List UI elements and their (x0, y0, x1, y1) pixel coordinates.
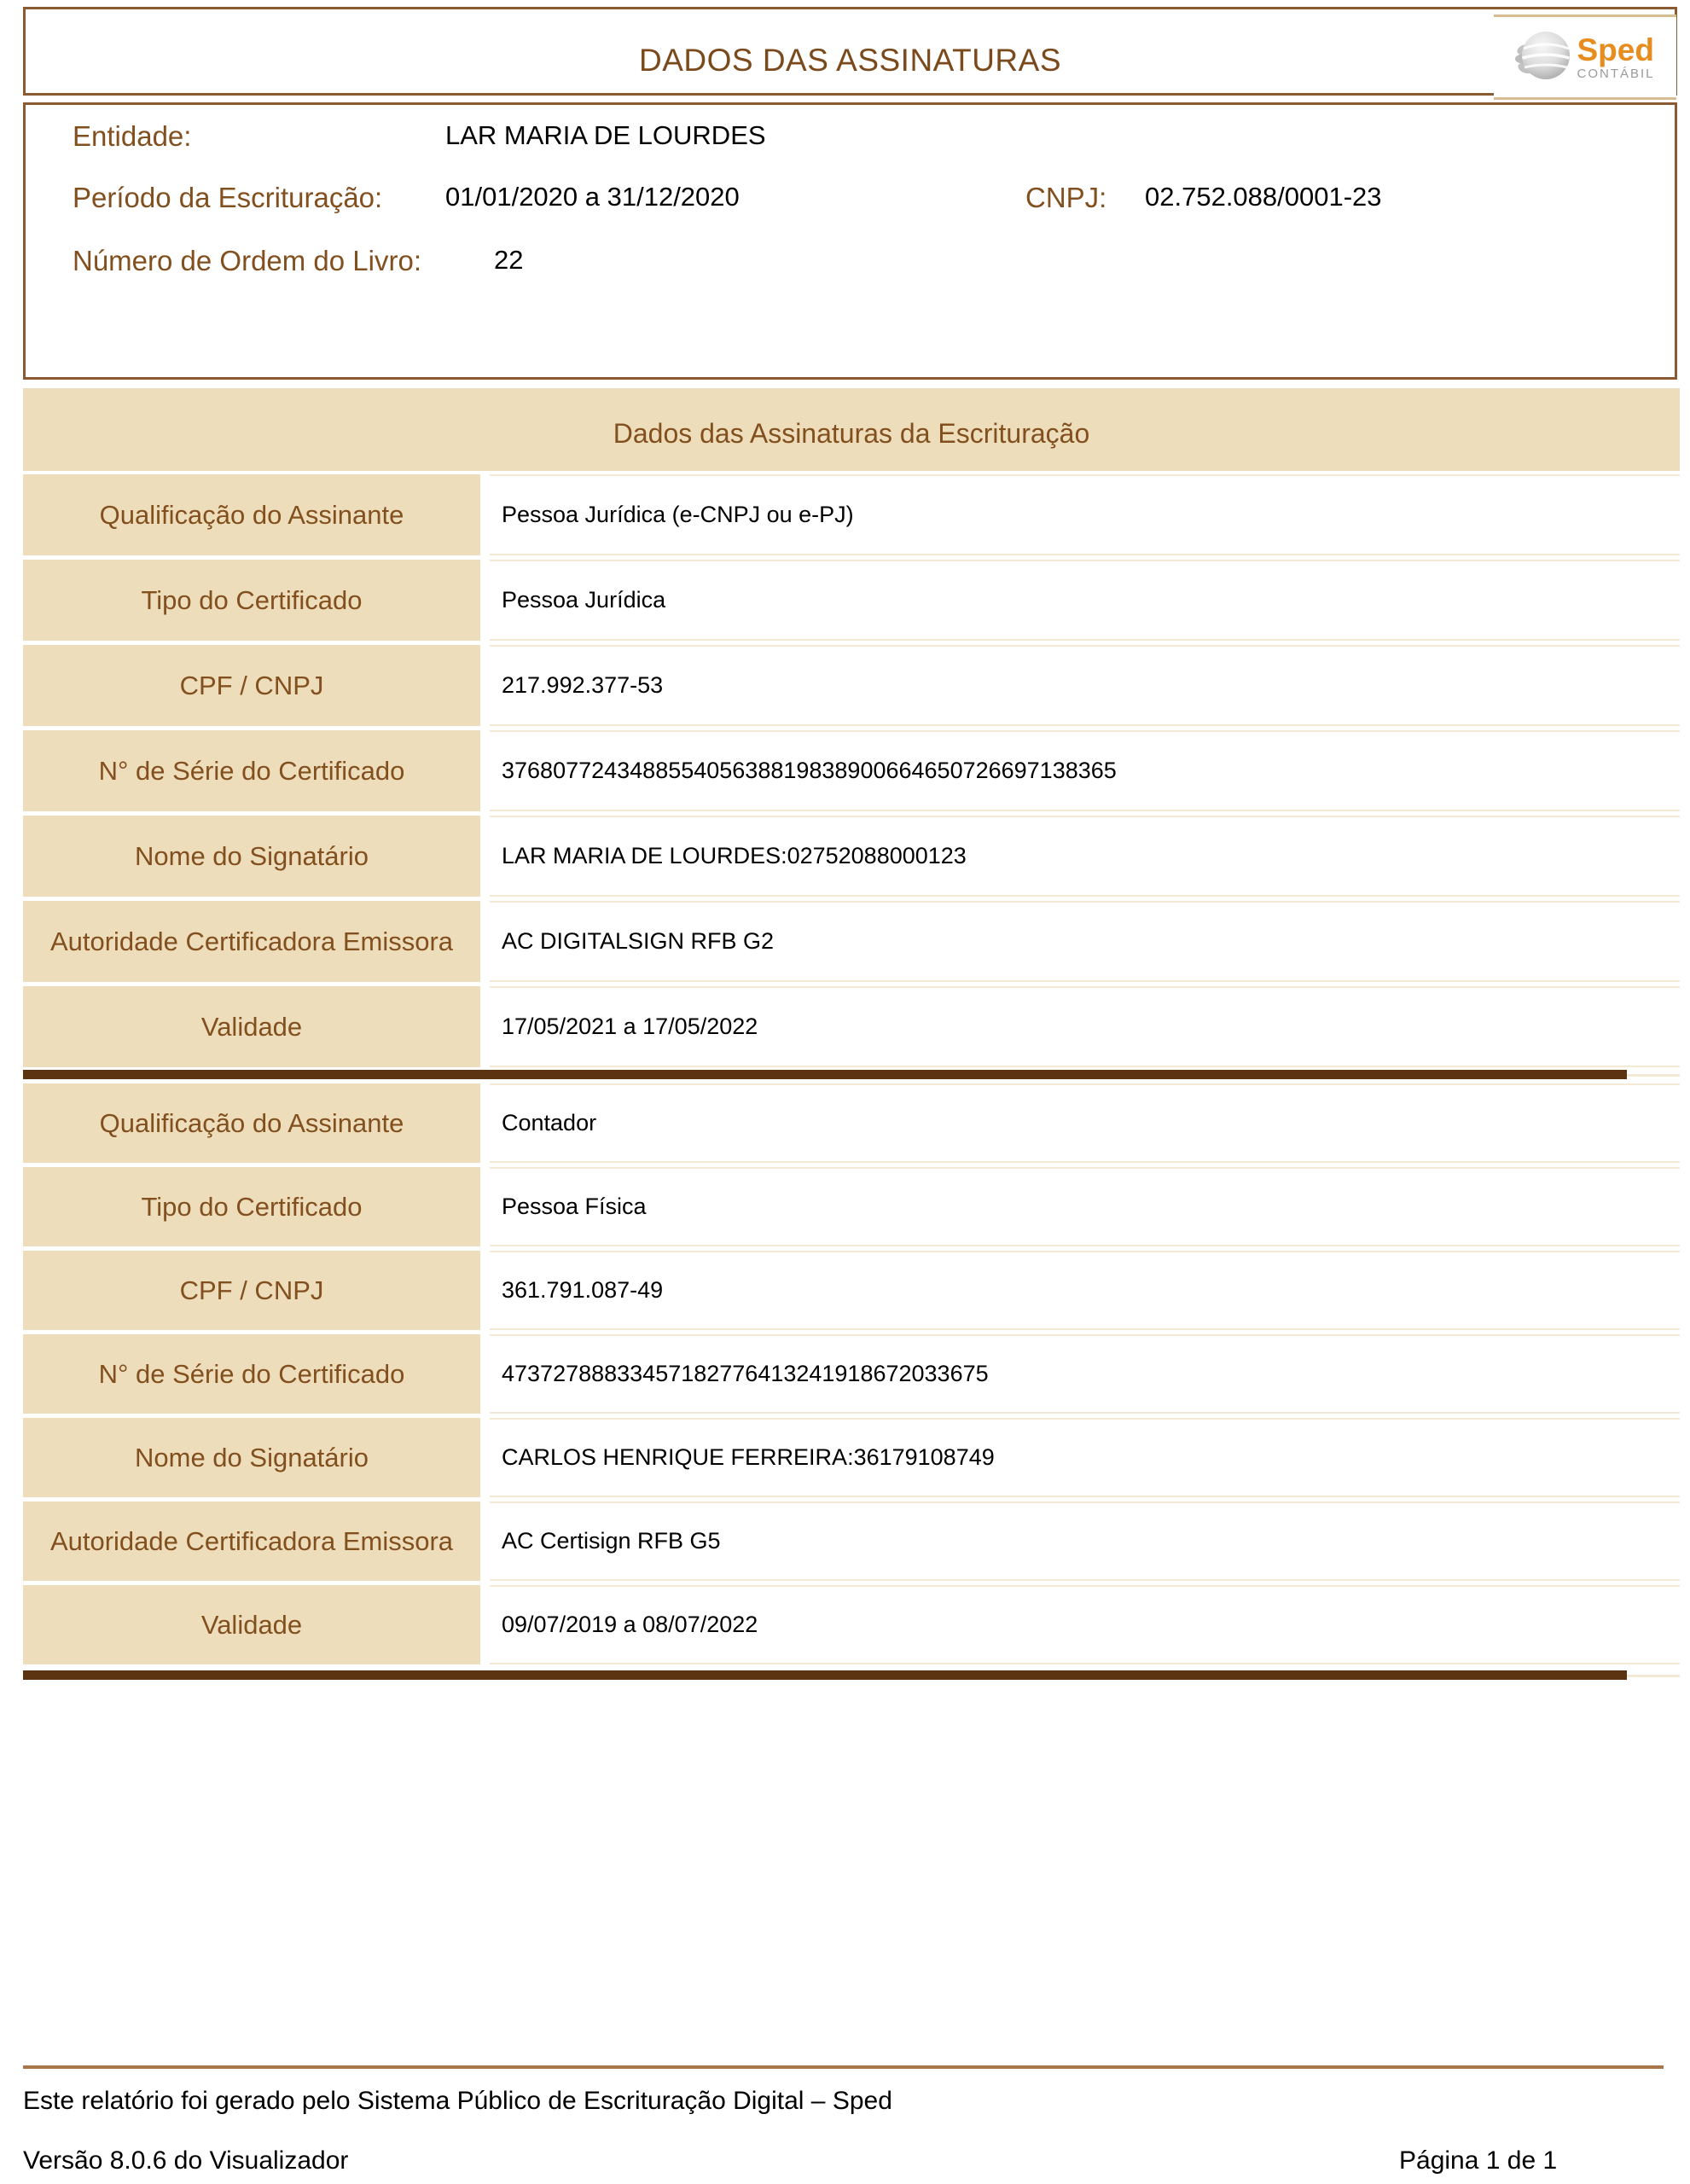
row-value: Pessoa Jurídica (e-CNPJ ou e-PJ) (490, 474, 1680, 555)
cnpj-value: 02.752.088/0001-23 (1145, 182, 1382, 212)
row-label: Qualificação do Assinante (23, 1083, 480, 1163)
row-value: Contador (490, 1083, 1680, 1163)
logo-brand-text: Sped (1577, 32, 1654, 67)
table-row (23, 1585, 1680, 1664)
row-label: Qualificação do Assinante (23, 474, 480, 555)
row-label: N° de Série do Certificado (23, 1334, 480, 1414)
row-label: Tipo do Certificado (23, 1167, 480, 1246)
row-label: Autoridade Certificadora Emissora (23, 1502, 480, 1581)
block-separator (23, 1070, 1627, 1079)
entity-label: Entidade: (73, 120, 192, 152)
period-label: Período da Escrituração: (73, 182, 383, 213)
footer-page-number: Página 1 de 1 (1399, 2146, 1558, 2175)
table-row (23, 1251, 1680, 1330)
report-header (23, 7, 1677, 96)
section-title: Dados das Assinaturas da Escrituração (613, 418, 1090, 449)
book-order-value: 22 (494, 245, 524, 275)
row-value: 17/05/2021 a 17/05/2022 (490, 986, 1680, 1067)
row-value: CARLOS HENRIQUE FERREIRA:36179108749 (490, 1418, 1680, 1497)
table-row (23, 1418, 1680, 1497)
logo-product-text: CONTÁBIL (1577, 67, 1655, 81)
entity-info-box (23, 102, 1677, 380)
entity-row (26, 120, 1675, 158)
row-label: Nome do Signatário (23, 1418, 480, 1497)
table-row (23, 1502, 1680, 1581)
table-row (23, 474, 1680, 555)
signer-2-table (23, 1083, 1680, 1669)
table-row (23, 560, 1680, 641)
row-label: CPF / CNPJ (23, 1251, 480, 1330)
entity-value: LAR MARIA DE LOURDES (445, 120, 766, 150)
period-value: 01/01/2020 a 31/12/2020 (445, 182, 740, 212)
table-row (23, 1167, 1680, 1246)
row-label: Autoridade Certificadora Emissora (23, 901, 480, 982)
row-value: AC Certisign RFB G5 (490, 1502, 1680, 1581)
row-value: 47372788833457182776413241918672033675 (490, 1334, 1680, 1414)
table-row (23, 1334, 1680, 1414)
signer-1-table (23, 474, 1680, 1072)
page-title: DADOS DAS ASSINATURAS (638, 43, 1062, 78)
table-row (23, 986, 1680, 1067)
book-order-label: Número de Ordem do Livro: (73, 245, 422, 276)
row-value: AC DIGITALSIGN RFB G2 (490, 901, 1680, 982)
footer-version: Versão 8.0.6 do Visualizador (23, 2146, 349, 2175)
row-value: 361.791.087-49 (490, 1251, 1680, 1330)
sped-sphere-icon (1515, 27, 1571, 88)
table-row (23, 645, 1680, 726)
row-value: Pessoa Jurídica (490, 560, 1680, 641)
table-row (23, 901, 1680, 982)
logo-wordmark (1577, 34, 1654, 80)
row-label: Tipo do Certificado (23, 560, 480, 641)
block-separator (23, 1670, 1627, 1680)
separator-tail (1627, 1074, 1680, 1077)
footer-generated-by: Este relatório foi gerado pelo Sistema Público de Escrituração Digital – Sped (23, 2087, 892, 2115)
table-row (23, 816, 1680, 897)
row-label: CPF / CNPJ (23, 645, 480, 726)
period-row (26, 182, 1675, 219)
section-header (23, 388, 1680, 471)
table-row (23, 1083, 1680, 1163)
row-value: LAR MARIA DE LOURDES:02752088000123 (490, 816, 1680, 897)
separator-tail (1627, 1675, 1680, 1677)
cnpj-label: CNPJ: (1025, 182, 1107, 213)
table-row (23, 730, 1680, 811)
sped-contabil-logo (1494, 15, 1676, 100)
row-label: Validade (23, 986, 480, 1067)
row-value: 09/07/2019 a 08/07/2022 (490, 1585, 1680, 1664)
book-order-row (26, 245, 1675, 282)
row-label: Nome do Signatário (23, 816, 480, 897)
row-label: N° de Série do Certificado (23, 730, 480, 811)
row-label: Validade (23, 1585, 480, 1664)
footer-divider (23, 2065, 1664, 2069)
row-value: 376807724348855405638819838900664650726697138365 (490, 730, 1680, 811)
row-value: Pessoa Física (490, 1167, 1680, 1246)
row-value: 217.992.377-53 (490, 645, 1680, 726)
